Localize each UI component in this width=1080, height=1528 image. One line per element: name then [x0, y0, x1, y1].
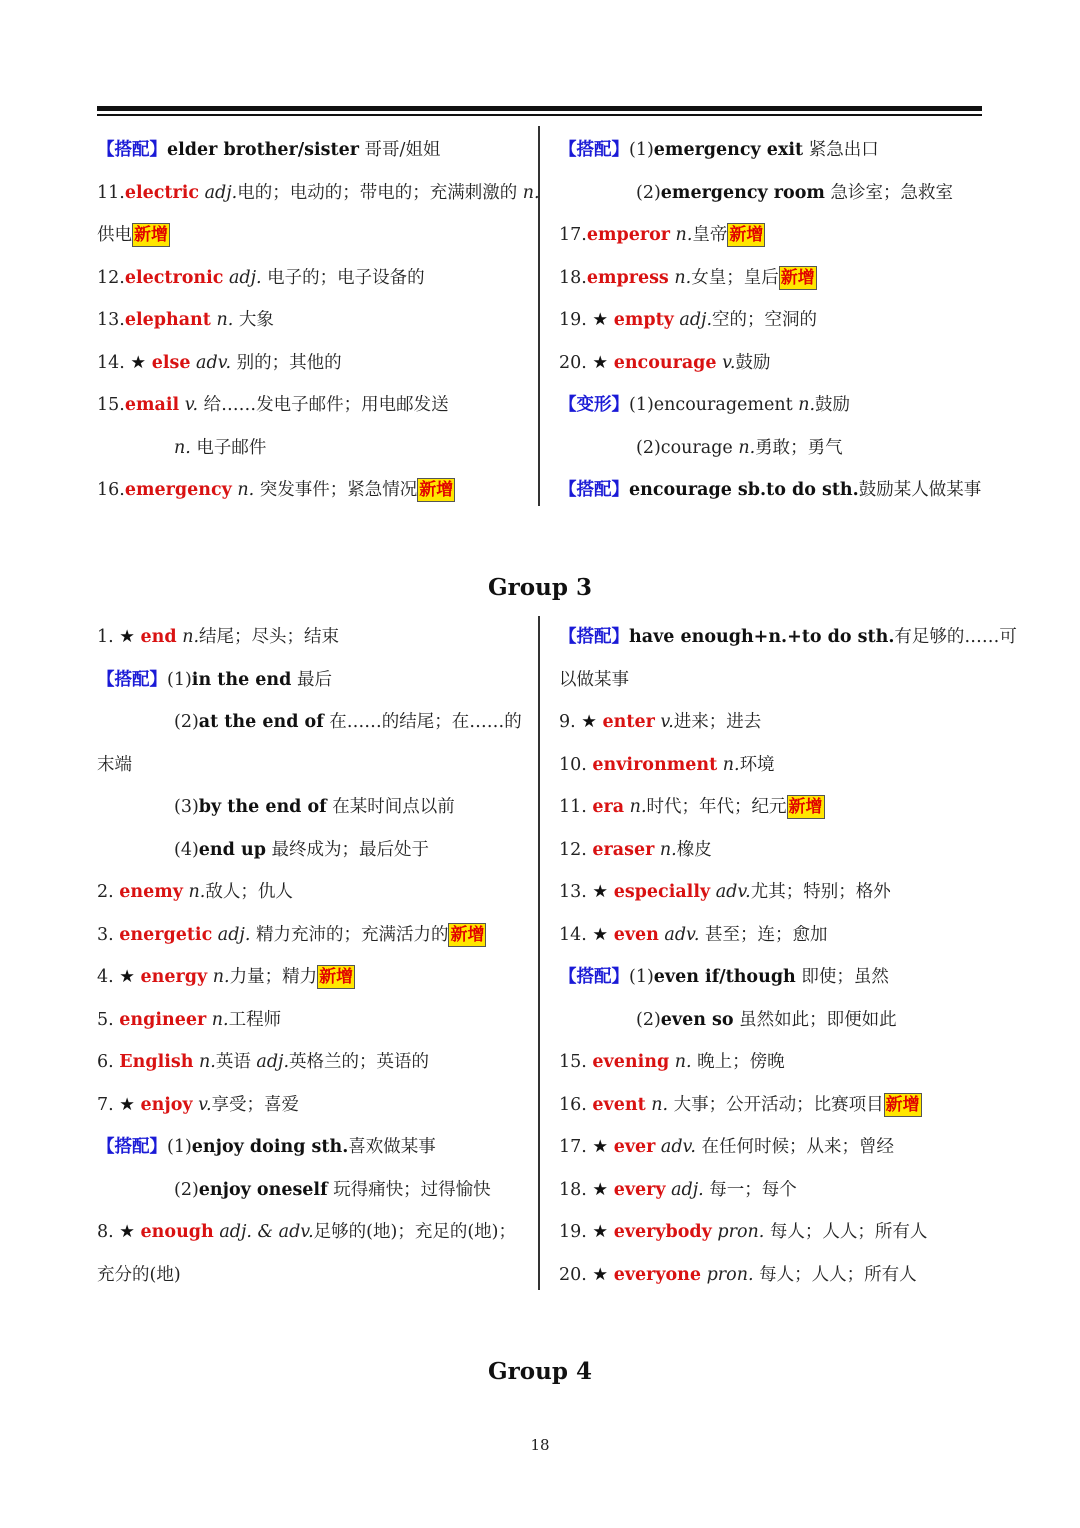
phrase: even if/though	[653, 967, 796, 987]
part-of-speech: n.	[669, 1052, 692, 1072]
headword: emperor	[586, 225, 670, 245]
entry-line	[559, 829, 982, 872]
entry-line	[559, 999, 982, 1042]
part-of-speech: v.	[654, 712, 674, 732]
definition: 工程师	[228, 1009, 282, 1030]
collocation-tag: 【搭配】	[97, 140, 167, 160]
part-of-speech: n.	[717, 754, 740, 775]
entry-line	[559, 701, 982, 744]
definition: 鼓励	[735, 352, 771, 373]
entry-number: 2.	[97, 882, 120, 902]
entry-number: 19.	[559, 1222, 593, 1242]
entry-line	[97, 427, 525, 470]
star-icon: ★	[119, 967, 135, 987]
new-badge: 新增	[780, 267, 815, 288]
definition: 哥哥/姐姐	[358, 140, 441, 160]
headword: environment	[592, 754, 718, 775]
entry-number: 9.	[559, 712, 582, 732]
entry-line	[559, 659, 982, 702]
star-icon: ★	[592, 352, 609, 373]
sub-number: (1)	[629, 967, 654, 987]
entry-line	[559, 616, 1017, 659]
phrase: enjoy oneself	[198, 1179, 328, 1200]
entry-line	[97, 299, 525, 342]
entry-line	[97, 786, 525, 829]
definition: 甚至；连；愈加	[699, 924, 828, 945]
page-number: 18	[530, 1436, 550, 1454]
entry-number: 8.	[97, 1222, 120, 1242]
part-of-speech: n.	[668, 267, 692, 288]
definition: 大象	[233, 310, 274, 330]
definition: 力量；精力	[229, 967, 318, 987]
collocation-tag: 【搭配】	[97, 669, 167, 690]
part-of-speech: v.	[192, 1094, 212, 1115]
variant-tag: 【变形】	[559, 395, 629, 415]
entry-line	[97, 616, 525, 659]
entry-number: 17.	[559, 225, 587, 245]
entry-line	[97, 469, 525, 512]
entry-line	[559, 469, 982, 512]
top-left-column	[97, 129, 540, 512]
definition: 别的；其他的	[231, 352, 342, 373]
star-icon: ★	[592, 1137, 609, 1157]
definition: 女皇；皇后	[691, 267, 779, 288]
star-icon: ★	[119, 1222, 135, 1242]
entry-line	[97, 1254, 525, 1297]
headword: enemy	[119, 882, 183, 902]
group3-left-column	[97, 616, 525, 1296]
part-of-speech: adj.	[212, 924, 251, 945]
group3-right-column	[559, 616, 1017, 1296]
part-of-speech: n.	[798, 395, 816, 415]
part-of-speech: n.	[174, 437, 191, 458]
definition: 以做某事	[559, 669, 629, 690]
part-of-speech: n.	[207, 967, 230, 987]
star-icon: ★	[592, 310, 609, 330]
part-of-speech: n.	[176, 627, 200, 647]
entry-line	[559, 427, 982, 470]
headword: energetic	[119, 924, 213, 945]
entry-number: 19.	[559, 310, 593, 330]
sub-number: (2)	[636, 182, 661, 203]
star-icon: ★	[592, 1222, 609, 1242]
entry-line	[97, 257, 525, 300]
entry-number: 15.	[97, 395, 125, 415]
part-of-speech: adv.	[658, 924, 700, 945]
definition: 充分的(地)	[97, 1264, 181, 1285]
entry-number: 12.	[559, 839, 593, 860]
new-badge: 新增	[319, 967, 354, 987]
entry-number: 14.	[97, 352, 131, 373]
definition: 每一；每个	[703, 1179, 797, 1200]
phrase: at the end of	[198, 712, 324, 732]
entry-line	[97, 1084, 525, 1127]
entry-line	[97, 129, 525, 172]
sub-number: (2)	[174, 712, 199, 732]
star-icon: ★	[592, 1264, 609, 1285]
headword: empress	[586, 267, 669, 288]
definition: 末端	[97, 754, 132, 775]
definition: 在任何时候；从来；曾经	[695, 1137, 894, 1157]
definition: 供电	[97, 225, 132, 245]
definition: 鼓励	[815, 395, 851, 415]
part-of-speech: adj.	[199, 182, 238, 203]
phrase: emergency exit	[653, 140, 804, 160]
phrase: enjoy doing sth.	[191, 1137, 349, 1157]
part-of-speech: pron.	[711, 1222, 765, 1242]
phrase: elder brother/sister	[167, 140, 359, 160]
definition: 晚上；傍晚	[691, 1052, 785, 1072]
part-of-speech: adv.	[655, 1137, 696, 1157]
definition: 英语	[215, 1052, 257, 1072]
sub-number: (1)encouragement	[629, 395, 799, 415]
phrase: by the end of	[198, 797, 327, 817]
part-of-speech: adv.	[190, 352, 232, 373]
part-of-speech: n.	[654, 839, 677, 860]
phrase: emergency room	[660, 182, 825, 203]
definition: 有足够的……可	[894, 627, 1017, 647]
entry-number: 20.	[559, 1264, 593, 1285]
top-right-column	[559, 129, 982, 512]
part-of-speech: adj.	[223, 267, 262, 288]
entry-line	[559, 214, 982, 257]
new-badge: 新增	[450, 924, 485, 945]
entry-number: 13.	[97, 310, 125, 330]
part-of-speech: v.	[716, 352, 736, 373]
star-icon: ★	[592, 924, 609, 945]
entry-line	[97, 1126, 525, 1169]
definition: 勇敢；勇气	[755, 437, 843, 458]
definition: 给……发电子邮件；用电邮发送	[198, 395, 449, 415]
phrase: end up	[198, 839, 266, 860]
definition: 环境	[739, 754, 775, 775]
entry-line	[559, 744, 982, 787]
group4-title: Group 4	[488, 1358, 592, 1385]
collocation-tag: 【搭配】	[559, 480, 629, 500]
part-of-speech: pron.	[701, 1264, 754, 1285]
entry-line	[559, 1084, 982, 1127]
phrase: have enough+n.+to do sth.	[629, 627, 895, 647]
part-of-speech: n.	[669, 225, 693, 245]
part-of-speech: adj.	[665, 1179, 704, 1200]
definition: 敌人；仇人	[205, 882, 293, 902]
part-of-speech: adv.	[710, 882, 751, 902]
headword: elephant	[124, 310, 211, 330]
entry-line	[97, 999, 525, 1042]
definition: 鼓励某人做某事	[858, 480, 982, 500]
sub-number: (1)	[167, 669, 192, 690]
headword: evening	[592, 1052, 670, 1072]
definition: 电子的；电子设备的	[261, 267, 425, 288]
phrase: encourage sb.to do sth.	[629, 480, 859, 500]
entry-line	[559, 129, 982, 172]
definition: 大事；公开活动；比赛项目	[668, 1094, 884, 1115]
definition: 在某时间点以前	[326, 797, 455, 817]
headword: everybody	[613, 1222, 712, 1242]
entry-number: 11.	[97, 182, 125, 203]
entry-line	[97, 214, 525, 257]
entry-line	[559, 172, 982, 215]
definition: 急诊室；急救室	[824, 182, 953, 203]
entry-number: 3.	[97, 924, 120, 945]
definition: 虽然如此；即便如此	[733, 1009, 897, 1030]
headword: empty	[613, 310, 674, 330]
star-icon: ★	[119, 627, 135, 647]
part-of-speech: adj.	[256, 1052, 290, 1072]
entry-line	[559, 1254, 982, 1297]
entry-number: 10.	[559, 754, 593, 775]
entry-line	[97, 172, 540, 215]
part-of-speech: n.	[206, 1009, 229, 1030]
new-badge: 新增	[729, 225, 764, 245]
definition: 结尾；尽头；结束	[199, 627, 340, 647]
entry-line	[97, 829, 525, 872]
new-badge: 新增	[419, 480, 454, 500]
part-of-speech: n.	[182, 882, 206, 902]
entry-line	[97, 1211, 525, 1254]
sub-number: (1)	[167, 1137, 192, 1157]
definition: 电的；电动的；带电的；充满刺激的	[237, 182, 523, 203]
headword: end	[140, 627, 177, 647]
definition: 紧急出口	[803, 140, 879, 160]
part-of-speech: n.	[231, 480, 255, 500]
sub-number: (2)	[636, 1009, 661, 1030]
definition: 即使；虽然	[795, 967, 889, 987]
definition: 精力充沛的；充满活力的	[250, 924, 449, 945]
headword: every	[613, 1179, 666, 1200]
definition: 玩得痛快；过得愉快	[327, 1179, 491, 1200]
entry-line	[97, 744, 525, 787]
entry-number: 5.	[97, 1009, 120, 1030]
definition: 英格兰的；英语的	[289, 1052, 430, 1072]
entry-number: 4.	[97, 967, 120, 987]
entry-line	[97, 1169, 525, 1212]
sub-number: (2)courage	[636, 437, 739, 458]
headword: enter	[602, 712, 655, 732]
headword: encourage	[613, 352, 717, 373]
definition: 橡皮	[676, 839, 712, 860]
entry-line	[559, 1126, 982, 1169]
headword: engineer	[119, 1009, 207, 1030]
phrase: even so	[660, 1009, 734, 1030]
part-of-speech: n.	[210, 310, 234, 330]
entry-line	[559, 342, 982, 385]
headword: electronic	[124, 267, 224, 288]
new-badge: 新增	[885, 1094, 920, 1115]
headword: energy	[140, 967, 208, 987]
entry-line	[97, 701, 525, 744]
entry-line	[97, 914, 525, 957]
entry-line	[559, 1041, 982, 1084]
entry-line	[559, 1169, 982, 1212]
sub-number: (4)	[174, 839, 199, 860]
part-of-speech: adj. & adv.	[213, 1222, 314, 1242]
headword: enjoy	[140, 1094, 193, 1115]
sub-number: (2)	[174, 1179, 199, 1200]
sub-number: (3)	[174, 797, 199, 817]
entry-number: 6.	[97, 1052, 120, 1072]
part-of-speech: v.	[179, 395, 199, 415]
entry-number: 1.	[97, 627, 120, 647]
phrase: in the end	[191, 669, 292, 690]
new-badge: 新增	[134, 225, 168, 245]
header-rule-thick	[97, 106, 982, 111]
entry-line	[559, 914, 982, 957]
entry-number: 16.	[97, 480, 125, 500]
entry-line	[97, 384, 525, 427]
sub-number: (1)	[629, 140, 654, 160]
entry-number: 15.	[559, 1052, 593, 1072]
headword: ever	[613, 1137, 656, 1157]
entry-number: 14.	[559, 924, 593, 945]
part-of-speech: n.	[645, 1094, 669, 1115]
entry-number: 11.	[559, 797, 593, 817]
headword: else	[151, 352, 191, 373]
definition: 每人；人人；所有人	[764, 1222, 928, 1242]
column-divider-group3	[538, 616, 540, 1290]
entry-line	[97, 342, 525, 385]
entry-line	[559, 384, 982, 427]
definition: 最终成为；最后处于	[265, 839, 430, 860]
entry-number: 13.	[559, 882, 593, 902]
definition: 电子邮件	[190, 437, 267, 458]
entry-number: 17.	[559, 1137, 593, 1157]
entry-line	[559, 871, 982, 914]
entry-line	[97, 871, 525, 914]
entry-number: 20.	[559, 352, 593, 373]
collocation-tag: 【搭配】	[559, 967, 629, 987]
definition: 空的；空洞的	[712, 310, 818, 330]
entry-number: 18.	[559, 267, 587, 288]
definition: 进来；进去	[673, 712, 762, 732]
headword: era	[592, 797, 625, 817]
headword: event	[592, 1094, 646, 1115]
definition: 享受；喜爱	[211, 1094, 300, 1115]
star-icon: ★	[130, 352, 147, 373]
entry-line	[97, 1041, 525, 1084]
collocation-tag: 【搭配】	[559, 140, 629, 160]
entry-line	[559, 956, 982, 999]
headword: everyone	[613, 1264, 702, 1285]
definition: 最后	[291, 669, 332, 690]
definition: 在……的结尾；在……的	[323, 712, 522, 732]
definition: 每人；人人；所有人	[753, 1264, 917, 1285]
part-of-speech: n.	[738, 437, 756, 458]
definition: 喜欢做某事	[348, 1137, 436, 1157]
definition: 尤其；特别；格外	[750, 882, 891, 902]
entry-number: 7.	[97, 1094, 120, 1115]
entry-line	[97, 956, 525, 999]
entry-number: 18.	[559, 1179, 593, 1200]
collocation-tag: 【搭配】	[97, 1137, 167, 1157]
headword: even	[613, 924, 659, 945]
headword: especially	[613, 882, 711, 902]
part-of-speech: n.	[624, 797, 647, 817]
headword: eraser	[592, 839, 655, 860]
definition: 时代；年代；纪元	[646, 797, 787, 817]
entry-line	[559, 1211, 982, 1254]
headword: emergency	[124, 480, 232, 500]
star-icon: ★	[592, 882, 609, 902]
headword: electric	[124, 182, 200, 203]
star-icon: ★	[592, 1179, 609, 1200]
star-icon: ★	[119, 1094, 135, 1115]
headword: enough	[140, 1222, 214, 1242]
header-rule-thin	[97, 114, 982, 116]
group3-title: Group 3	[488, 574, 592, 601]
entry-line	[97, 659, 525, 702]
entry-number: 16.	[559, 1094, 593, 1115]
entry-line	[559, 299, 982, 342]
star-icon: ★	[581, 712, 597, 732]
entry-line	[559, 786, 982, 829]
definition: 突发事件；紧急情况	[254, 480, 418, 500]
definition: 足够的(地)；充足的(地)；	[313, 1222, 516, 1242]
new-badge: 新增	[788, 797, 823, 817]
entry-number: 12.	[97, 267, 125, 288]
collocation-tag: 【搭配】	[559, 627, 629, 647]
part-of-speech: adj.	[673, 310, 713, 330]
part-of-speech: n.	[193, 1052, 216, 1072]
headword: English	[119, 1052, 194, 1072]
definition: 皇帝	[692, 225, 728, 245]
headword: email	[124, 395, 180, 415]
part-of-speech: n.	[522, 182, 540, 203]
entry-line	[559, 257, 982, 300]
